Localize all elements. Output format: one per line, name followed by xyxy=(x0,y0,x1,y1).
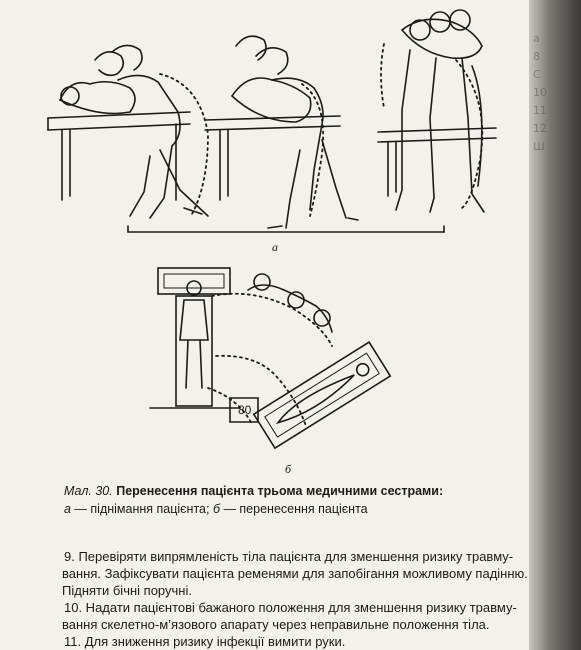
figure-label-b: б xyxy=(285,462,292,476)
bleed-line: 10 xyxy=(533,86,547,99)
step-line: Підняти бічні поручні. xyxy=(62,583,192,598)
figure-label-a: а xyxy=(272,240,278,254)
caption-legend-b: б xyxy=(212,502,220,516)
step-line: 9. Перевіряти випрямленість тіла пацієнта для зменшення ризику травму- xyxy=(64,549,514,564)
caption-title: Перенесення пацієнта трьома медичними сестрами: xyxy=(116,484,444,498)
caption-legend-b-text: — перенесення пацієнта xyxy=(219,502,368,516)
angle-label: 80 xyxy=(238,403,252,417)
bleed-line: а xyxy=(533,32,540,45)
panel-1-lifting xyxy=(48,45,208,218)
bleed-line: 8 xyxy=(533,50,540,63)
bleed-line: С xyxy=(533,68,541,81)
step-line: 11. Для зниження ризику інфекції вимити руки. xyxy=(64,634,346,649)
panel-2-lifting xyxy=(205,36,358,228)
caption-legend xyxy=(64,500,544,518)
caption-prefix: Мал. 30. xyxy=(64,484,113,498)
bleed-line: 12 xyxy=(533,122,547,135)
procedure-steps xyxy=(62,548,574,650)
caption-legend-a: а xyxy=(64,502,71,516)
step-line: 10. Надати пацієнтові бажаного положення для зменшення ризику травму- xyxy=(64,600,517,615)
panel-b-top-view xyxy=(150,268,390,448)
bleed-line: Ш xyxy=(533,140,545,153)
bleed-line: 11 xyxy=(533,104,547,117)
step-line: вання. Зафіксувати пацієнта ременями для запобігання можливому падінню. xyxy=(62,566,528,581)
facing-page-bleed xyxy=(533,30,573,156)
step-line: вання скелетно-м’язового апарату через неправильне положення тіла. xyxy=(62,617,490,632)
panel-b-motion-dots xyxy=(208,294,332,426)
caption-legend-a-text: — піднімання пацієнта; xyxy=(70,502,213,516)
panel-3-carrying xyxy=(378,10,496,212)
figure-caption xyxy=(64,482,544,518)
